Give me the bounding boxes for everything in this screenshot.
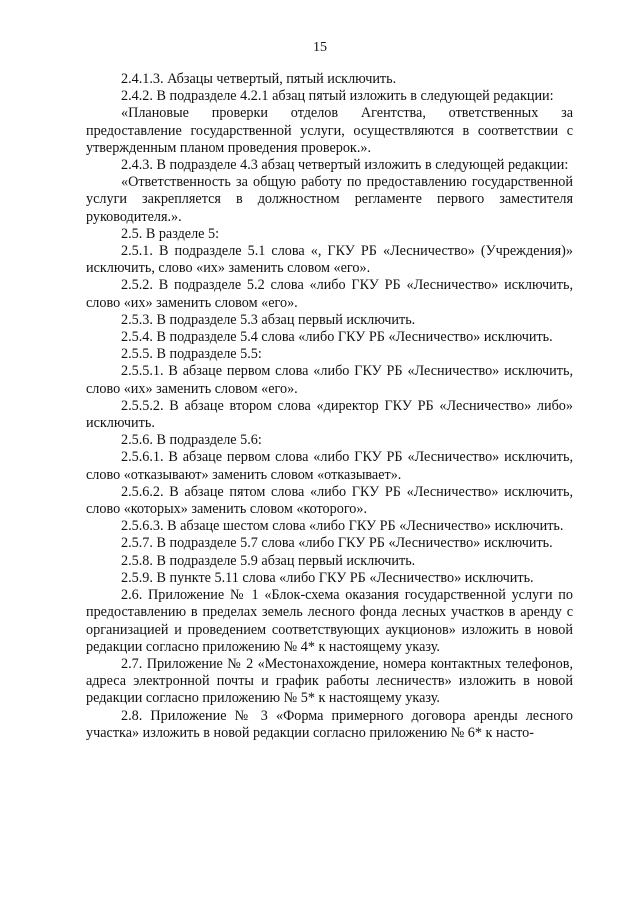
paragraph-quote-responsibility: «Ответственность за общую работу по предоставлению государственной услуги закрепляется в должностном регламенте первого заместителя руководителя.». [86,174,573,225]
paragraph-2-5: 2.5. В разделе 5: [121,225,220,242]
paragraph-2-5-5-2: 2.5.5.2. В абзаце втором слова «директор ГКУ РБ «Лесничество» либо» исключить. [86,397,573,432]
paragraph-2-5-2: 2.5.2. В подразделе 5.2 слова «либо ГКУ РБ «Лесничество» исключить, слово «их» заменить словом «его». [86,277,573,311]
document-body [86,71,573,742]
paragraph-2-5-8: 2.5.8. В подразделе 5.9 абзац первый исключить. [121,552,416,569]
paragraph-2-5-5-1: 2.5.5.1. В абзаце первом слова «либо ГКУ РБ «Лесничество» исключить, слово «их» заменить словом «его». [86,363,573,397]
paragraph-2-5-6-3: 2.5.6.3. В абзаце шестом слова «либо ГКУ РБ «Лесничество» исключить. [121,518,564,535]
paragraph-2-6: 2.6. Приложение № 1 «Блок-схема оказания государственной услуги по предоставлению в пределах земель лесного фонда лесных участков в аренду с организацией и проведением соответствующих аукционов» изложить в новой редакции согласно приложению № 4* к настоящему указу. [86,587,573,655]
paragraph-2-5-3: 2.5.3. В подразделе 5.3 абзац первый исключить. [121,311,416,328]
paragraph-quote-planned-inspections: «Плановые проверки отделов Агентства, ответственных за предоставление государственной услуги, осуществляются в соответствии с утвержденным планом проведения проверок.». [86,105,573,156]
paragraph-2-8: 2.8. Приложение № 3 «Форма примерного договора аренды лесного участка» изложить в новой редакции согласно приложению № 6* к насто- [86,707,573,741]
paragraph-2-5-5: 2.5.5. В подразделе 5.5: [121,346,262,363]
paragraph-2-4-2: 2.4.2. В подразделе 4.2.1 абзац пятый изложить в следующей редакции: [121,88,554,105]
paragraph-2-4-3: 2.4.3. В подразделе 4.3 абзац четвертый изложить в следующей редакции: [121,157,569,174]
paragraph-2-7: 2.7. Приложение № 2 «Местонахождение, номера контактных телефонов, адреса электронной почты и график работы лесничеств» изложить в новой редакции согласно приложению № 5* к настоящему указу. [86,655,573,707]
paragraph-2-5-6: 2.5.6. В подразделе 5.6: [121,432,262,449]
page-number: 15 [313,40,327,55]
paragraph-2-4-1-3: 2.4.1.3. Абзацы четвертый, пятый исключить. [121,71,397,87]
paragraph-2-5-6-1: 2.5.6.1. В абзаце первом слова «либо ГКУ РБ «Лесничество» исключить, слово «отказывают» заменить словом «отказывает». [86,449,573,483]
paragraph-2-5-6-2: 2.5.6.2. В абзаце пятом слова «либо ГКУ РБ «Лесничество» исключить, слово «которых» заменить словом «которого». [86,483,573,518]
paragraph-2-5-1: 2.5.1. В подразделе 5.1 слова «, ГКУ РБ «Лесничество» (Учреждения)» исключить, слово «их» заменить словом «его». [86,243,573,277]
paragraph-2-5-4: 2.5.4. В подразделе 5.4 слова «либо ГКУ РБ «Лесничество» исключить. [121,329,553,346]
paragraph-2-5-9: 2.5.9. В пункте 5.11 слова «либо ГКУ РБ «Лесничество» исключить. [121,569,534,586]
paragraph-2-5-7: 2.5.7. В подразделе 5.7 слова «либо ГКУ РБ «Лесничество» исключить. [121,535,553,552]
